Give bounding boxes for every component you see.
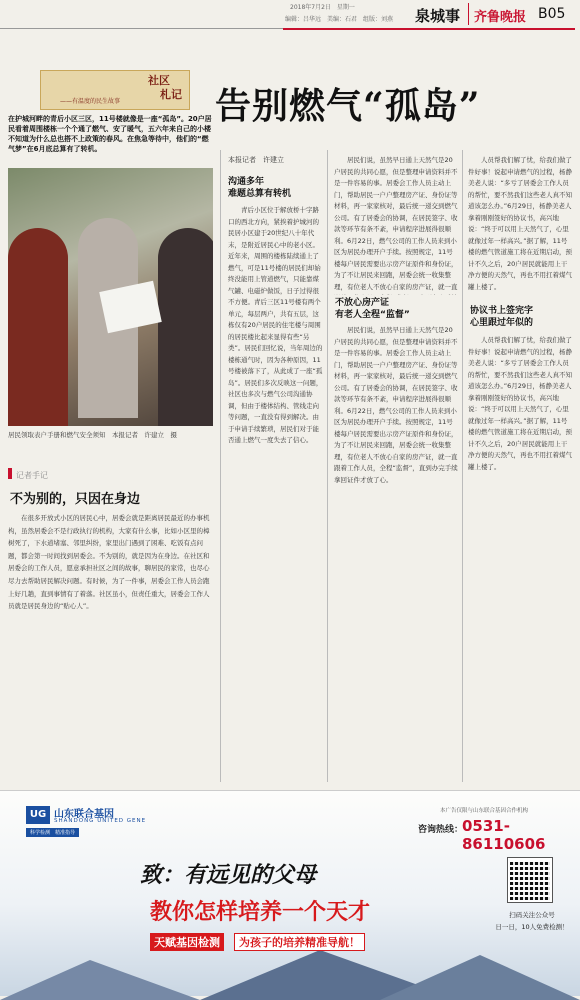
company-tagline: 科学检测 精准指导: [26, 828, 79, 837]
subheading-1: 沟通多年 难题总算有转机: [228, 177, 292, 199]
person-figure: [158, 228, 213, 426]
issue-date: 2018年7月2日 星期一: [290, 4, 355, 11]
article-column-3b: 人员帮我们解了忧，给我们做了件好事！说起申请燃气的过程，杨静美老人说：“多亏了居委会工作人员的帮忙，要不然我们这些老人真不知道该怎么办。”6月29日，杨静美老人拿着刚刚签好的协议书，高兴地说：“终于可以用上天然气了，心里就像过年一样高兴。”据了解，11号楼的燃气管道施工将在近期启动，预计不久之后，20户居民就能用上干净方便的天然气，再也不用扛着煤气罐上楼了。: [468, 336, 572, 471]
column-title-2: 札记: [160, 88, 182, 101]
column-subtitle: ——有温度的民生故事: [60, 98, 121, 105]
byline: 本报记者 许建立: [228, 156, 284, 164]
company-name-en: SHANDONG UNITED GENE: [54, 818, 147, 824]
section-name: 泉城事: [415, 7, 461, 25]
newspaper-brand: 齐鲁晚报: [474, 10, 527, 25]
ad-tag-gene-test: 天赋基因检测: [150, 933, 224, 951]
column-separator: [220, 150, 221, 782]
page-number: B05: [538, 6, 566, 22]
photo-caption: 居民领取表户手册和燃气安全须知 本报记者 许建立 摄: [8, 431, 177, 439]
note-label: 记者手记: [16, 471, 48, 480]
company-logo: UG: [26, 806, 50, 824]
subheading-2: 不放心房产证 有老人全程“监督”: [335, 298, 410, 320]
headline: 告别燃气“孤岛”: [215, 85, 481, 127]
column-separator: [462, 150, 463, 782]
note-marker: [8, 468, 12, 479]
note-body: 在很多开放式小区的居民心中，居委会就是距离居民最近的办事机构，虽然居委会不是行政执行的机构，大家有什么事，比如小区里的樟树死了，下水道堵塞、邻里纠纷，家里出门遇到了困难、吃饭有点问题，都会第一时间找到居委会。不为别的，就是因为在身边。在社区和居委会的工作人员，愿意承担社区之间的故事，聊居民的家常，也尽心尽力去帮助居民解决问题。有时候，为了一件事，居委会工作人员会跑上好几趟，直到事情有了着落。社区虽小，但责任重大，居委会工作人员就是居民身边的“贴心人”。: [8, 514, 210, 611]
wechat-hint: 扫码关注公众号: [509, 911, 555, 919]
person-figure: [8, 228, 68, 426]
ad-main-slogan: 教你怎样培养一个天才: [150, 900, 371, 925]
editors-line: 编辑：吕华远 美编：石君 组版：刘燕: [285, 16, 394, 23]
article-column-3a: 人员帮我们解了忧，给我们做了件好事！说起申请燃气的过程，杨静美老人说：“多亏了居委会工作人员的帮忙，要不然我们这些老人真不知道该怎么办。”6月29日，杨静美老人拿着刚刚签好的协议书，高兴地说：“终于可以用上天然气了，心里就像过年一样高兴。”据了解，11号楼的燃气管道施工将在近期启动，预计不久之后，20户居民就能用上干净方便的天然气，再也不用扛着煤气罐上楼了。: [468, 156, 572, 291]
qr-code-pattern: [508, 858, 552, 902]
hotline-number[interactable]: 0531-86110606: [462, 817, 546, 853]
ad-calligraphy: 致：有远见的父母: [140, 862, 317, 888]
article-column-2b: 居民们说，虽然早日通上天然气是20户居民的共同心愿，但是整理申请资料并不是一件容易的事。居委会工作人员主动上门，帮助居民一户户整理房产证、身份证等材料，再一家家核对，最后统一递交到燃气公司。有了居委会的协调，在居民签字、收款等环节有条不紊，申请程序进展得很顺利。6月22日，燃气公司的工作人员来到小区为居民办理开户手续。按照规定，11号楼每户居民需要出示房产证原件和身份证，为了不让居民来回跑，居委会统一收集整理，有位老人不放心自家的房产证，就一直跟着工作人员，全程“监督”，直到办完手续拿回证件才放了心。: [334, 326, 458, 484]
column-title-1: 社区: [148, 74, 170, 87]
hotline-label: 咨询热线：: [418, 825, 464, 835]
mountain-graphic: [0, 960, 200, 1000]
ad-tag-navigation: 为孩子的培养精准导航！: [234, 933, 365, 951]
column-separator: [327, 150, 328, 782]
note-title: 不为别的，只因在身边: [10, 492, 141, 507]
ad-note: 本广告仅限与山东联合基因合作机构: [440, 808, 529, 814]
mountain-graphic: [380, 955, 580, 1000]
company-name: 山东联合基因: [54, 809, 114, 820]
article-column-1: 青后小区位于解放桥十字路口的西北方向，紧挨着护城河的民居小区建于20世纪八十年代末，是附近居民心中的老小区。近年来，周围的楼栋陆续通上了燃气，可是11号楼的居民们却始终没能用上管道燃气，只能靠煤气罐、电磁炉做饭，日子过得很不方便。青后三区11号楼有两个单元，每层两户，共有五层，这栋仅有20户居民的住宅楼与周围的居民楼比起来显得有些“另类”。居民们回忆说，当年周边的楼栋通气时，因为各种原因，11号楼被落下了，从此成了一座“孤岛”。居民们多次反映这一问题，社区也多次与燃气公司沟通协调，但由于楼体结构、管线走向等问题，一直没有得到解决。由于申请手续繁琐，居民们对于能否通上燃气一度失去了信心。: [228, 206, 323, 444]
wechat-offer: 日一日，10人免费检测！: [495, 923, 569, 931]
news-photo: [8, 168, 213, 426]
article-column-2a: 居民们说，虽然早日通上天然气是20户居民的共同心愿，但是整理申请资料并不是一件容易的事。居委会工作人员主动上门，帮助居民一户户整理房产证、身份证等材料，再一家家核对，最后统一递交到燃气公司。有了居委会的协调，在居民签字、收款等环节有条不紊，申请程序进展得很顺利。6月22日，燃气公司的工作人员来到小区为居民办理开户手续。按照规定，11号楼每户居民需要出示房产证原件和身份证，为了不让居民来回跑，居委会统一收集整理，有位老人不放心自家的房产证，就一直: [334, 156, 458, 291]
subheading-3: 协议书上签完字 心里跟过年似的: [470, 306, 534, 328]
lead-paragraph: 在护城河畔的青后小区三区，11号楼就像是一座“孤岛”。20户居民看着周围楼栋一个个通了燃气、安了暖气，五六年来自己的小楼不知道为什么总也搭不上政策的春风。在焦急等待中，他们的“燃气梦”在6月底总算有了转机。: [8, 115, 212, 153]
header-rule-left: [0, 28, 283, 29]
header-rule: [283, 28, 575, 30]
